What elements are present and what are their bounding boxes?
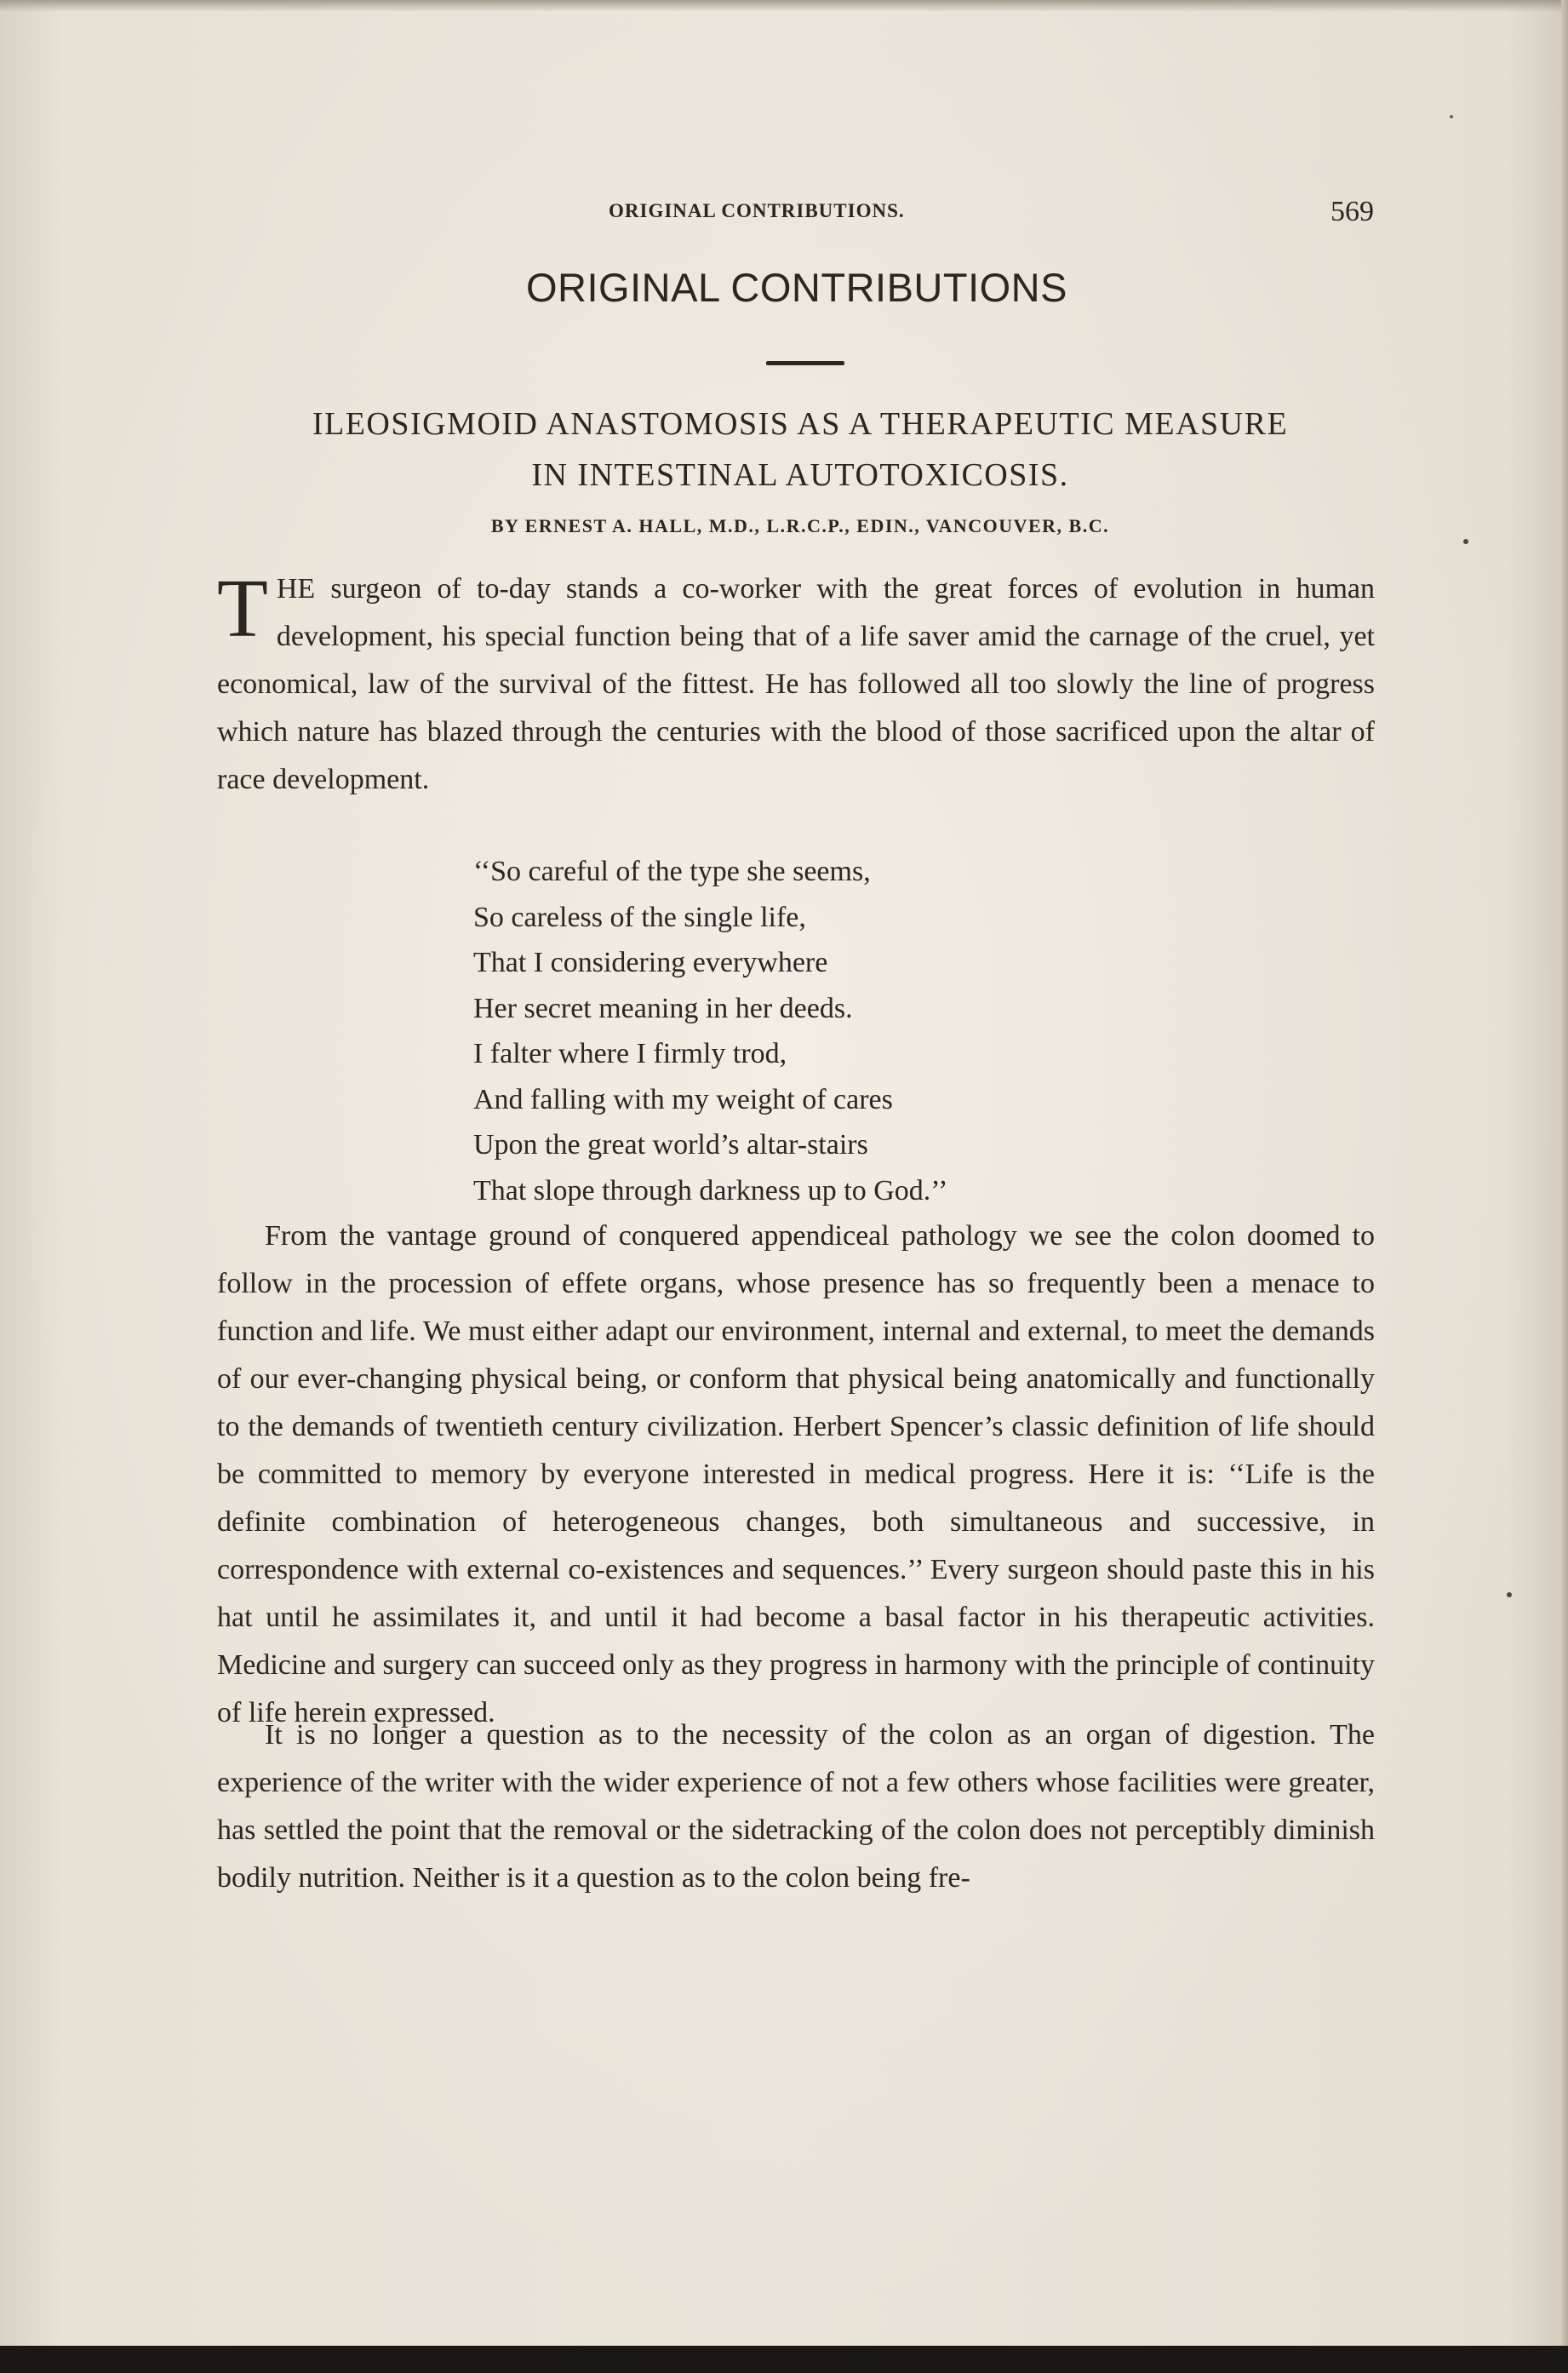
poem-quotation — [473, 849, 947, 1213]
article-title-line-2: IN INTESTINAL AUTOTOXICOSIS. — [531, 457, 1069, 493]
paragraph-1 — [217, 565, 1375, 804]
poem-line: Upon the great world’s altar-stairs — [473, 1129, 868, 1161]
speck — [1463, 539, 1468, 544]
poem-line: ‘‘So careful of the type she seems, — [473, 856, 871, 887]
page-fore-edge — [1561, 0, 1568, 2346]
poem-line: Her secret meaning in her deeds. — [473, 992, 853, 1024]
poem-line: That slope through darkness up to God.’’ — [473, 1174, 948, 1207]
paragraph-1-text: HE surgeon of to-day stands a co-worker with the great forces of evolution in human development, his special function being that of a life saver amid the carnage of the cruel, yet economical, law of the survival of the fittest. He has followed all too slowly the line of progress which nature has blazed through the centuries with the blood of those sacrificed upon the altar of race development. — [217, 573, 1375, 795]
paragraph-2: From the vantage ground of conquered appendiceal pathology we see the colon doomed to follow in the procession of effete organs, whose presence has so frequently been a menace to function and life. We must either adapt our environment, internal and external, to meet the demands of our ever-changing physical being, or conform that physical being anatomically and functionally to the demands of twentieth century civilization. Herbert Spencer’s classic definition of life should be committed to memory by everyone interested in medical progress. Here it is: ‘‘Life is the definite combination of heterogeneous changes, both simultaneous and successive, in correspondence with external co-existences and sequences.’’ Every surgeon should paste this in his hat until he assimilates it, and until it had become a basal factor in his therapeutic activities. Medicine and surgery can succeed only as they progress in harmony with the principle of continuity of life herein expressed. — [217, 1220, 1375, 1728]
section-rule — [766, 361, 844, 365]
article-title — [213, 398, 1388, 501]
drop-cap: T — [217, 563, 268, 655]
section-title-text: ORIGINAL CONTRIBUTIONS — [526, 265, 1067, 310]
speck — [1450, 115, 1453, 118]
article-title-line-1: ILEOSIGMOID ANASTOMOSIS AS A THERAPEUTIC MEASURE — [312, 406, 1289, 442]
paragraph-3: It is no longer a question as to the necessity of the colon as an organ of digestion. The experience of the writer with the wider experience of not a few others whose facilities were greater, has settled the point that the removal or the sidetracking of the colon does not perceptibly diminish bodily nutrition. Neither is it a question as to the colon being fre- — [217, 1719, 1375, 1894]
poem-line: That I considering everywhere — [473, 947, 828, 978]
poem-line: So careless of the single life, — [473, 901, 806, 933]
poem-line: I falter where I firmly trod, — [473, 1038, 787, 1069]
poem-line: And falling with my weight of cares — [473, 1083, 893, 1115]
page-number: 569 — [1331, 196, 1374, 227]
section-title — [0, 264, 1568, 311]
page-top-shadow — [0, 0, 1568, 12]
byline: BY ERNEST A. HALL, M.D., L.R.C.P., EDIN., VANCOUVER, B.C. — [490, 515, 1110, 536]
running-head: ORIGINAL CONTRIBUTIONS. — [609, 200, 905, 221]
speck — [1507, 1592, 1512, 1597]
